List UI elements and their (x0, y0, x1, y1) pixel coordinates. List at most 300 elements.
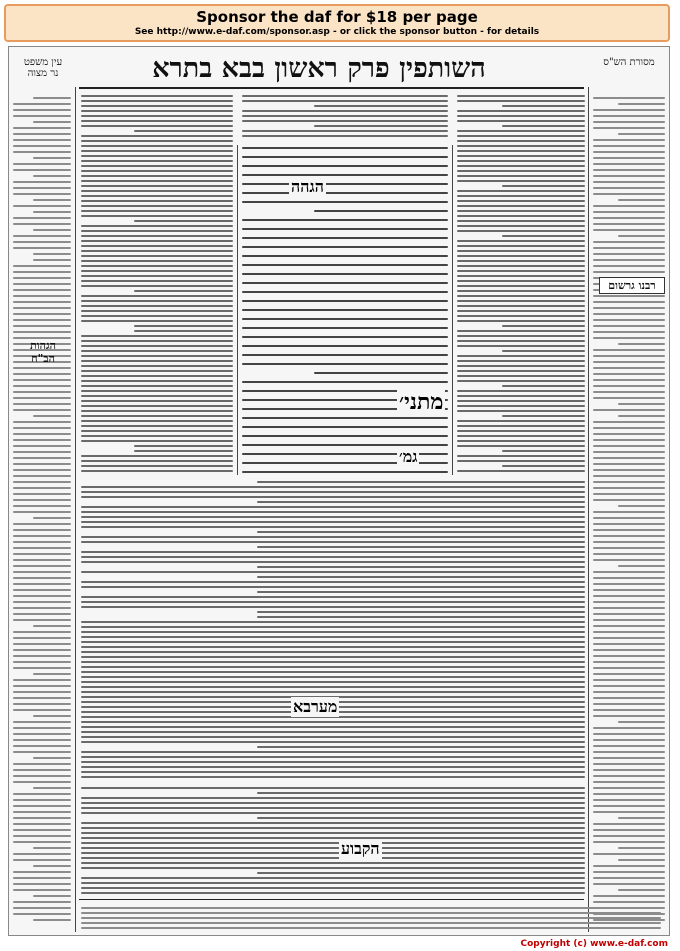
text-line (242, 115, 448, 117)
text-line (81, 145, 233, 147)
text-line (13, 655, 71, 657)
text-line (81, 852, 585, 854)
text-line (13, 601, 71, 603)
text-line (13, 151, 71, 153)
text-line (81, 917, 661, 919)
left-margin-divider (75, 87, 76, 932)
text-line (13, 463, 71, 465)
text-line (81, 360, 233, 362)
text-line (81, 751, 585, 753)
text-line (81, 240, 233, 242)
text-line (618, 721, 665, 723)
text-line (593, 577, 665, 579)
text-line (593, 217, 665, 219)
text-line (593, 139, 665, 141)
text-line (81, 100, 233, 102)
text-line (457, 380, 585, 382)
text-line (13, 127, 71, 129)
text-line (593, 601, 665, 603)
text-line (242, 273, 448, 275)
text-line (593, 763, 665, 765)
text-line (33, 211, 71, 213)
text-line (242, 444, 448, 446)
text-line (242, 318, 448, 320)
text-line (242, 219, 448, 221)
text-line (593, 241, 665, 243)
text-line (81, 636, 585, 638)
text-line (81, 771, 585, 773)
text-line (593, 451, 665, 453)
text-line (593, 205, 665, 207)
text-line (593, 655, 665, 657)
text-line (457, 255, 585, 257)
text-line (81, 797, 585, 799)
text-line (13, 289, 71, 291)
gemara-left-divider (237, 145, 238, 475)
text-line (593, 313, 665, 315)
text-line (13, 691, 71, 693)
text-line (457, 305, 585, 307)
text-line (618, 343, 665, 345)
text-line (593, 331, 665, 333)
text-line (593, 727, 665, 729)
text-line (457, 180, 585, 182)
text-line (13, 829, 71, 831)
text-line (242, 147, 448, 149)
text-line (13, 805, 71, 807)
text-line (593, 181, 665, 183)
text-line (257, 546, 585, 548)
text-line (81, 105, 233, 107)
text-line (593, 541, 665, 543)
text-line (81, 215, 233, 217)
text-line (81, 245, 233, 247)
text-line (593, 373, 665, 375)
highlight-word-maarava: מערבא (293, 697, 338, 716)
text-line (81, 882, 585, 884)
text-line (593, 895, 665, 897)
text-line (13, 763, 71, 765)
text-line (81, 837, 585, 839)
text-line (502, 185, 585, 187)
text-line (593, 445, 665, 447)
text-line (81, 691, 585, 693)
text-line (13, 499, 71, 501)
text-line (593, 433, 665, 435)
text-line (13, 373, 71, 375)
text-line (13, 235, 71, 237)
text-line (13, 427, 71, 429)
text-line (242, 192, 448, 194)
text-line (457, 345, 585, 347)
text-line (457, 225, 585, 227)
text-line (457, 215, 585, 217)
text-line (593, 157, 665, 159)
text-line (13, 667, 71, 669)
text-line (81, 345, 233, 347)
text-line (81, 571, 585, 573)
text-line (81, 265, 233, 267)
text-line (33, 415, 71, 417)
text-line (457, 315, 585, 317)
text-line (13, 853, 71, 855)
text-line (618, 103, 665, 105)
text-line (81, 596, 585, 598)
gemara-right-divider (452, 145, 453, 475)
text-line (593, 367, 665, 369)
text-line (457, 155, 585, 157)
text-line (81, 621, 585, 623)
text-line (502, 125, 585, 127)
text-line (81, 521, 585, 523)
text-line (242, 201, 448, 203)
text-line (33, 919, 71, 921)
text-line (457, 210, 585, 212)
text-line (457, 400, 585, 402)
text-line (502, 385, 585, 387)
text-line (81, 847, 585, 849)
text-line (13, 193, 71, 195)
text-line (593, 703, 665, 705)
text-line (33, 253, 71, 255)
text-line (13, 541, 71, 543)
text-line (13, 661, 71, 663)
text-line (81, 486, 585, 488)
text-line (593, 385, 665, 387)
text-line (81, 160, 233, 162)
text-line (593, 799, 665, 801)
text-line (593, 709, 665, 711)
text-line (81, 270, 233, 272)
text-line (134, 130, 233, 132)
text-line (593, 853, 665, 855)
text-line (81, 335, 233, 337)
text-line (593, 481, 665, 483)
text-line (81, 867, 585, 869)
text-line (502, 415, 585, 417)
text-line (13, 187, 71, 189)
text-line (81, 857, 585, 859)
text-line (457, 260, 585, 262)
text-line (457, 355, 585, 357)
text-line (457, 100, 585, 102)
text-line (13, 283, 71, 285)
text-line (81, 140, 233, 142)
text-line (81, 285, 233, 287)
text-line (81, 115, 233, 117)
commentary-lower-block (81, 479, 585, 779)
text-line (13, 907, 71, 909)
text-line (593, 685, 665, 687)
text-line (457, 140, 585, 142)
text-line (593, 619, 665, 621)
highlight-word-hakavua: הקבוע (341, 839, 380, 858)
text-line (457, 95, 585, 97)
text-line (134, 325, 233, 327)
text-line (81, 120, 233, 122)
text-line (593, 151, 665, 153)
text-line (457, 230, 585, 232)
text-line (457, 470, 585, 472)
text-line (13, 553, 71, 555)
text-line (457, 340, 585, 342)
text-line (457, 375, 585, 377)
text-line (81, 385, 233, 387)
text-line (81, 556, 585, 558)
text-line (13, 721, 71, 723)
sponsor-subtitle[interactable]: See http://www.e-daf.com/sponsor.asp - or click the sponsor button - for details (134, 27, 540, 37)
text-line (593, 529, 665, 531)
text-line (593, 811, 665, 813)
text-line (593, 229, 665, 231)
text-line (13, 295, 71, 297)
text-line (457, 190, 585, 192)
text-line (593, 691, 665, 693)
text-line (457, 460, 585, 462)
text-line (593, 295, 665, 297)
text-line (618, 235, 665, 237)
text-line (502, 465, 585, 467)
text-line (13, 559, 71, 561)
text-line (81, 862, 585, 864)
text-line (81, 721, 585, 723)
text-line (314, 125, 448, 127)
text-line (33, 787, 71, 789)
text-line (593, 583, 665, 585)
text-line (81, 536, 585, 538)
text-line (33, 97, 71, 99)
text-line (257, 481, 585, 483)
text-line (502, 235, 585, 237)
text-line (242, 255, 448, 257)
text-line (593, 673, 665, 675)
text-line (593, 667, 665, 669)
text-line (457, 365, 585, 367)
text-line (81, 355, 233, 357)
highlight-word-hagaha: הגהה (291, 177, 324, 196)
text-line (593, 589, 665, 591)
text-line (81, 912, 661, 914)
tosafot-upper (81, 93, 233, 473)
text-line (593, 625, 665, 627)
text-line (13, 145, 71, 147)
text-line (13, 745, 71, 747)
text-line (593, 835, 665, 837)
text-line (457, 245, 585, 247)
text-line (618, 817, 665, 819)
text-line (593, 631, 665, 633)
text-line (618, 199, 665, 201)
text-line (593, 187, 665, 189)
text-line (13, 475, 71, 477)
commentary-top-block (242, 93, 448, 141)
text-line (593, 841, 665, 843)
text-line (13, 631, 71, 633)
text-line (593, 319, 665, 321)
text-line (13, 103, 71, 105)
text-line (242, 381, 448, 383)
text-line (457, 390, 585, 392)
text-line (593, 781, 665, 783)
text-line (33, 895, 71, 897)
text-line (457, 360, 585, 362)
text-line (593, 715, 665, 717)
text-line (134, 330, 233, 332)
text-line (593, 571, 665, 573)
text-line (81, 666, 585, 668)
text-line (81, 651, 585, 653)
text-line (593, 253, 665, 255)
header-rule (79, 87, 584, 89)
text-line (457, 285, 585, 287)
text-line (81, 581, 585, 583)
text-line (257, 611, 585, 613)
text-line (242, 327, 448, 329)
text-line (593, 115, 665, 117)
text-line (593, 547, 665, 549)
text-line (81, 175, 233, 177)
text-line (593, 751, 665, 753)
text-line (13, 481, 71, 483)
text-line (13, 313, 71, 315)
text-line (13, 679, 71, 681)
text-line (257, 872, 585, 874)
commentary-bottom-block (81, 785, 585, 895)
text-line (242, 435, 448, 437)
text-line (257, 501, 585, 503)
text-line (81, 110, 233, 112)
text-line (13, 739, 71, 741)
text-line (618, 889, 665, 891)
text-line (257, 591, 585, 593)
text-line (593, 649, 665, 651)
text-line (13, 133, 71, 135)
text-line (13, 727, 71, 729)
text-line (81, 756, 585, 758)
text-line (457, 430, 585, 432)
text-line (13, 409, 71, 411)
text-line (81, 646, 585, 648)
text-line (13, 217, 71, 219)
copyright-link[interactable]: Copyright (c) www.e-daf.com (520, 939, 668, 949)
text-line (81, 776, 585, 778)
text-line (457, 280, 585, 282)
text-line (81, 395, 233, 397)
text-line (81, 190, 233, 192)
text-line (457, 445, 585, 447)
text-line (593, 871, 665, 873)
text-line (593, 379, 665, 381)
text-line (13, 379, 71, 381)
text-line (593, 607, 665, 609)
text-line (33, 865, 71, 867)
mishnah-keyword: מתני׳ (399, 389, 444, 415)
text-line (81, 656, 585, 658)
text-line (81, 185, 233, 187)
text-line (13, 265, 71, 267)
gemara-keyword: גמ׳ (399, 447, 418, 466)
text-line (457, 160, 585, 162)
text-line (593, 823, 665, 825)
text-line (593, 793, 665, 795)
text-line (81, 195, 233, 197)
text-line (593, 463, 665, 465)
text-line (81, 731, 585, 733)
text-line (593, 127, 665, 129)
gemara-column (242, 145, 448, 475)
text-line (13, 781, 71, 783)
text-line (457, 150, 585, 152)
text-line (33, 259, 71, 261)
text-line (81, 465, 233, 467)
text-line (13, 823, 71, 825)
text-line (13, 385, 71, 387)
text-line (593, 439, 665, 441)
text-line (13, 277, 71, 279)
text-line (502, 350, 585, 352)
text-line (81, 370, 233, 372)
text-line (242, 174, 448, 176)
text-line (502, 325, 585, 327)
text-line (314, 372, 448, 374)
text-line (242, 228, 448, 230)
text-line (13, 493, 71, 495)
text-line (457, 275, 585, 277)
text-line (13, 439, 71, 441)
text-line (13, 433, 71, 435)
text-line (457, 320, 585, 322)
text-line (457, 205, 585, 207)
text-line (257, 531, 585, 533)
text-line (33, 757, 71, 759)
text-line (13, 811, 71, 813)
text-line (593, 259, 665, 261)
text-line (81, 761, 585, 763)
text-line (457, 455, 585, 457)
text-line (13, 403, 71, 405)
sponsor-banner[interactable] (4, 4, 670, 42)
text-line (593, 397, 665, 399)
text-line (457, 220, 585, 222)
text-line (81, 275, 233, 277)
text-line (13, 109, 71, 111)
text-line (242, 264, 448, 266)
text-line (81, 887, 585, 889)
text-line (13, 883, 71, 885)
text-line (81, 907, 661, 909)
text-line (457, 370, 585, 372)
text-line (81, 295, 233, 297)
text-line (33, 229, 71, 231)
text-line (13, 799, 71, 801)
text-line (13, 391, 71, 393)
text-line (13, 445, 71, 447)
text-line (81, 506, 585, 508)
text-line (81, 927, 661, 929)
text-line (13, 637, 71, 639)
text-line (593, 427, 665, 429)
text-line (457, 240, 585, 242)
text-line (13, 733, 71, 735)
text-line (593, 661, 665, 663)
sponsor-title[interactable]: Sponsor the daf for $18 per page (196, 8, 478, 26)
text-line (593, 517, 665, 519)
text-line (593, 805, 665, 807)
text-line (457, 335, 585, 337)
text-line (593, 877, 665, 879)
text-line (81, 125, 233, 127)
text-line (81, 390, 233, 392)
